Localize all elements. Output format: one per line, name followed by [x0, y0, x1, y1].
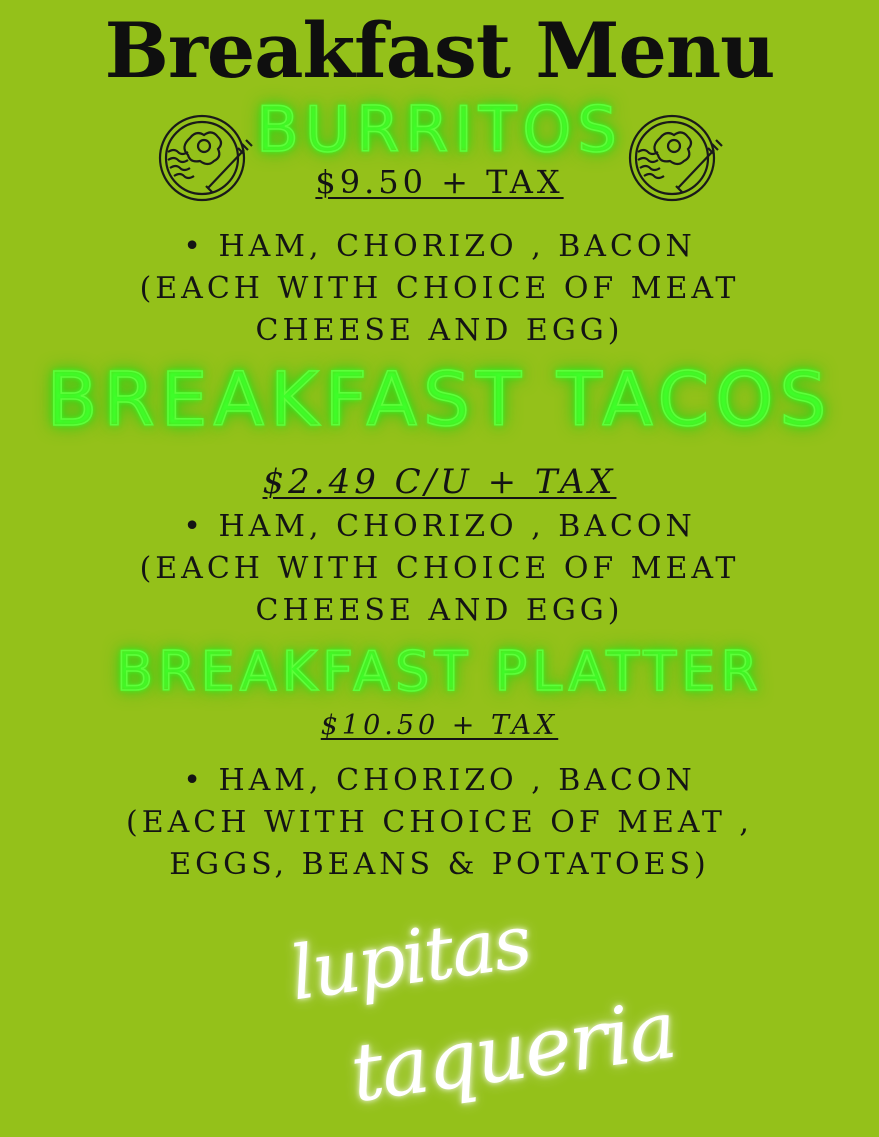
description-burritos: [0, 226, 879, 352]
description-line: (EACH WITH CHOICE OF MEAT: [139, 271, 740, 306]
lupitas-taqueria-logo: [270, 895, 681, 1130]
section-title-breakfast-platter: BREAKFAST PLATTER: [116, 640, 763, 703]
price-burritos: $9.50 + TAX: [315, 163, 564, 201]
description-line: (EACH WITH CHOICE OF MEAT ,: [126, 805, 753, 840]
section-title-burritos: BURRITOS: [256, 93, 623, 166]
section-title-breakfast-tacos: BREAKFAST TACOS: [46, 357, 833, 443]
description-line: EGGS, BEANS & POTATOES): [169, 847, 710, 882]
description-breakfast-platter: [0, 760, 879, 886]
description-line: CHEESE AND EGG): [255, 593, 624, 628]
description-line: • HAM, CHORIZO , BACON: [183, 229, 696, 264]
logo-line-1: lupitas: [285, 898, 536, 1018]
logo-line-2: taqueria: [345, 982, 681, 1121]
price-breakfast-tacos: $2.49 C/U + TAX: [262, 462, 617, 502]
description-line: CHEESE AND EGG): [255, 313, 624, 348]
description-breakfast-tacos: [0, 506, 879, 632]
description-line: (EACH WITH CHOICE OF MEAT: [139, 551, 740, 586]
description-line: • HAM, CHORIZO , BACON: [183, 763, 696, 798]
page-title: Breakfast Menu: [104, 6, 775, 95]
price-breakfast-platter: $10.50 + TAX: [320, 710, 559, 741]
description-line: • HAM, CHORIZO , BACON: [183, 509, 696, 544]
